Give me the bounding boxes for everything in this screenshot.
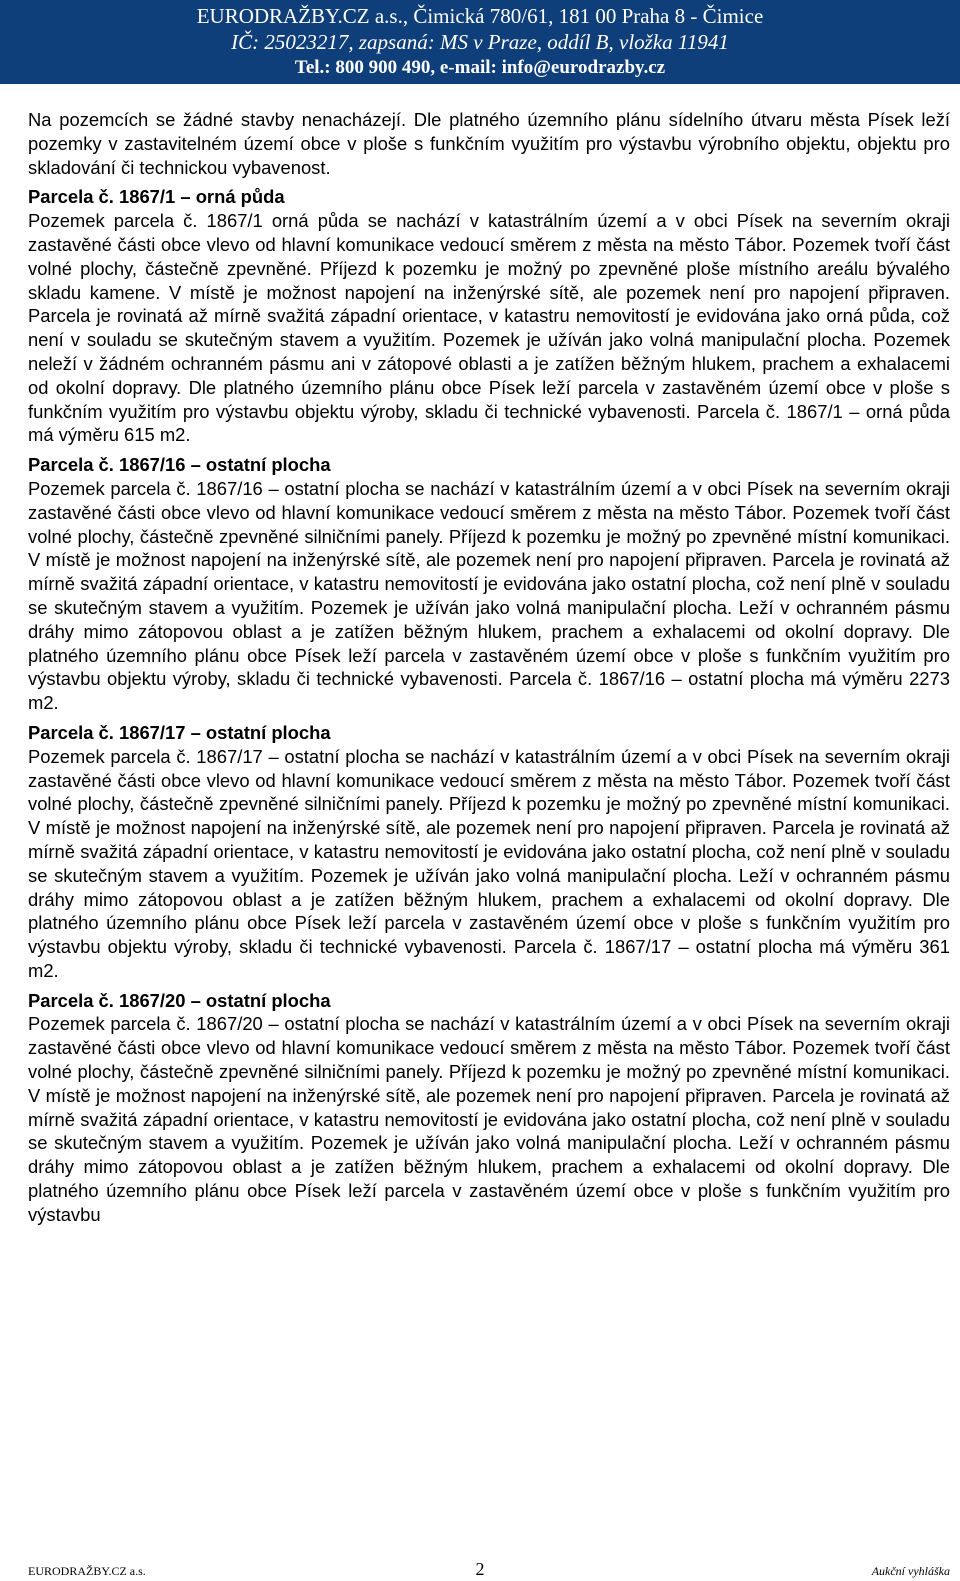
section-title-1867-16: Parcela č. 1867/16 – ostatní plocha	[28, 454, 331, 476]
intro-paragraph: Na pozemcích se žádné stavby nenacházejí. Dle platného územního plánu sídelního útvaru města Písek leží pozemky v zastavitelném území obce v ploše s funkčním využitím pro výstavbu výrobního objektu, objektu pro skladování či technickou vybavenost.	[28, 109, 950, 178]
section-text-1867-17: Pozemek parcela č. 1867/17 – ostatní plocha se nachází v katastrálním území a v obci Písek na severním okraji zastavěné části obce vlevo od hlavní komunikace vedoucí směrem z města na město Tábor. Pozemek tvoří část volné plochy, částečně zpevněné silničními panely. Příjezd k pozemku je možný po zpevněné místní komunikaci. V místě je možnost napojení na inženýrské sítě, ale pozemek není pro napojení připraven. Parcela je rovinatá až mírně svažitá západní orientace, v katastru nemovitostí je evidována jako ostatní plocha, což není plně v souladu se skutečným stavem a využitím. Pozemek je užíván jako volná manipulační plocha. Leží v ochranném pásmu dráhy mimo zátopovou oblast a je zatížen běžným hlukem, prachem a exhalacemi od okolní dopravy. Dle platného územního plánu obce Písek leží parcela v zastavěném území obce v ploše s funkčním využitím pro výstavbu objektu výroby, skladu či technické vybavenosti. Parcela č. 1867/17 – ostatní plocha má výměru 361 m2.	[28, 745, 950, 981]
section-text-1867-16: Pozemek parcela č. 1867/16 – ostatní plocha se nachází v katastrálním území a v obci Písek na severním okraji zastavěné části obce vlevo od hlavní komunikace vedoucí směrem z města na město Tábor. Pozemek tvoří část volné plochy, částečně zpevněné silničními panely. Příjezd k pozemku je možný po zpevněné místní komunikaci. V místě je možnost napojení na inženýrské sítě, ale pozemek není pro napojení připraven. Parcela je rovinatá až mírně svažitá západní orientace, v katastru nemovitostí je evidována jako ostatní plocha, což není plně v souladu se skutečným stavem a využitím. Pozemek je užíván jako volná manipulační plocha. Leží v ochranném pásmu dráhy mimo zátopovou oblast a je zatížen běžným hlukem, prachem a exhalacemi od okolní dopravy. Dle platného územního plánu obce Písek leží parcela v zastavěném území obce v ploše s funkčním využitím pro výstavbu objektu výroby, skladu či technické vybavenosti. Parcela č. 1867/16 – ostatní plocha má výměru 2273 m2.	[28, 477, 950, 714]
letterhead-contact: Tel.: 800 900 490, e-mail: info@eurodrazby.cz	[294, 57, 666, 78]
letterhead-registration: IČ: 25023217, zapsaná: MS v Praze, oddíl B, vložka 11941	[231, 30, 729, 54]
section-text-1867-20: Pozemek parcela č. 1867/20 – ostatní plocha se nachází v katastrálním území a v obci Písek na severním okraji zastavěné části obce vlevo od hlavní komunikace vedoucí směrem z města na město Tábor. Pozemek tvoří část volné plochy, částečně zpevněné silničními panely. Příjezd k pozemku je možný po zpevněné místní komunikaci. V místě je možnost napojení na inženýrské sítě, ale pozemek není pro napojení připraven. Parcela je rovinatá až mírně svažitá západní orientace, v katastru nemovitostí je evidována jako ostatní plocha, což není plně v souladu se skutečným stavem a využitím. Pozemek je užíván jako volná manipulační plocha. Leží v ochranném pásmu dráhy mimo zátopovou oblast a je zatížen běžným hlukem, prachem a exhalacemi od okolní dopravy. Dle platného územního plánu obce Písek leží parcela v zastavěném území obce v ploše s funkčním využitím pro výstavbu	[28, 1013, 950, 1225]
section-title-1867-17: Parcela č. 1867/17 – ostatní plocha	[28, 721, 331, 743]
section-title-1867-1: Parcela č. 1867/1 – orná půda	[28, 186, 285, 208]
letterhead-company-address: EURODRAŽBY.CZ a.s., Čimická 780/61, 181 00 Praha 8 - Čimice	[196, 4, 764, 28]
page-number: 2	[475, 1559, 485, 1579]
footer-document-type: Aukční vyhláška	[871, 1564, 950, 1578]
letterhead	[0, 0, 960, 84]
section-text-1867-1: Pozemek parcela č. 1867/1 orná půda se nachází v katastrálním území a v obci Písek na severním okraji zastavěné části obce vlevo od hlavní komunikace vedoucí směrem z města na město Tábor. Pozemek tvoří část volné plochy, částečně zpevněné. Příjezd k pozemku je možný po zpevněné ploše místního areálu bývalého skladu kamene. V místě je možnost napojení na inženýrské sítě, ale pozemek není pro napojení připraven. Parcela je rovinatá až mírně svažitá západní orientace, v katastru nemovitostí je evidována jako orná půda, což není v souladu se skutečným stavem a využitím. Pozemek je užíván jako volná manipulační plocha. Pozemek neleží v žádném ochranném pásmu ani v zátopové oblasti a je zatížen běžným hlukem, prachem a exhalacemi od okolní dopravy. Dle platného územního plánu obce Písek leží parcela v zastavěném území obce v ploše s funkčním využitím pro výstavbu objektu výroby, skladu či technické vybavenosti. Parcela č. 1867/1 – orná půda má výměru 615 m2.	[28, 210, 950, 446]
section-title-1867-20: Parcela č. 1867/20 – ostatní plocha	[28, 989, 331, 1011]
document-body	[28, 108, 950, 1227]
footer-company: EURODRAŽBY.CZ a.s.	[28, 1564, 146, 1578]
